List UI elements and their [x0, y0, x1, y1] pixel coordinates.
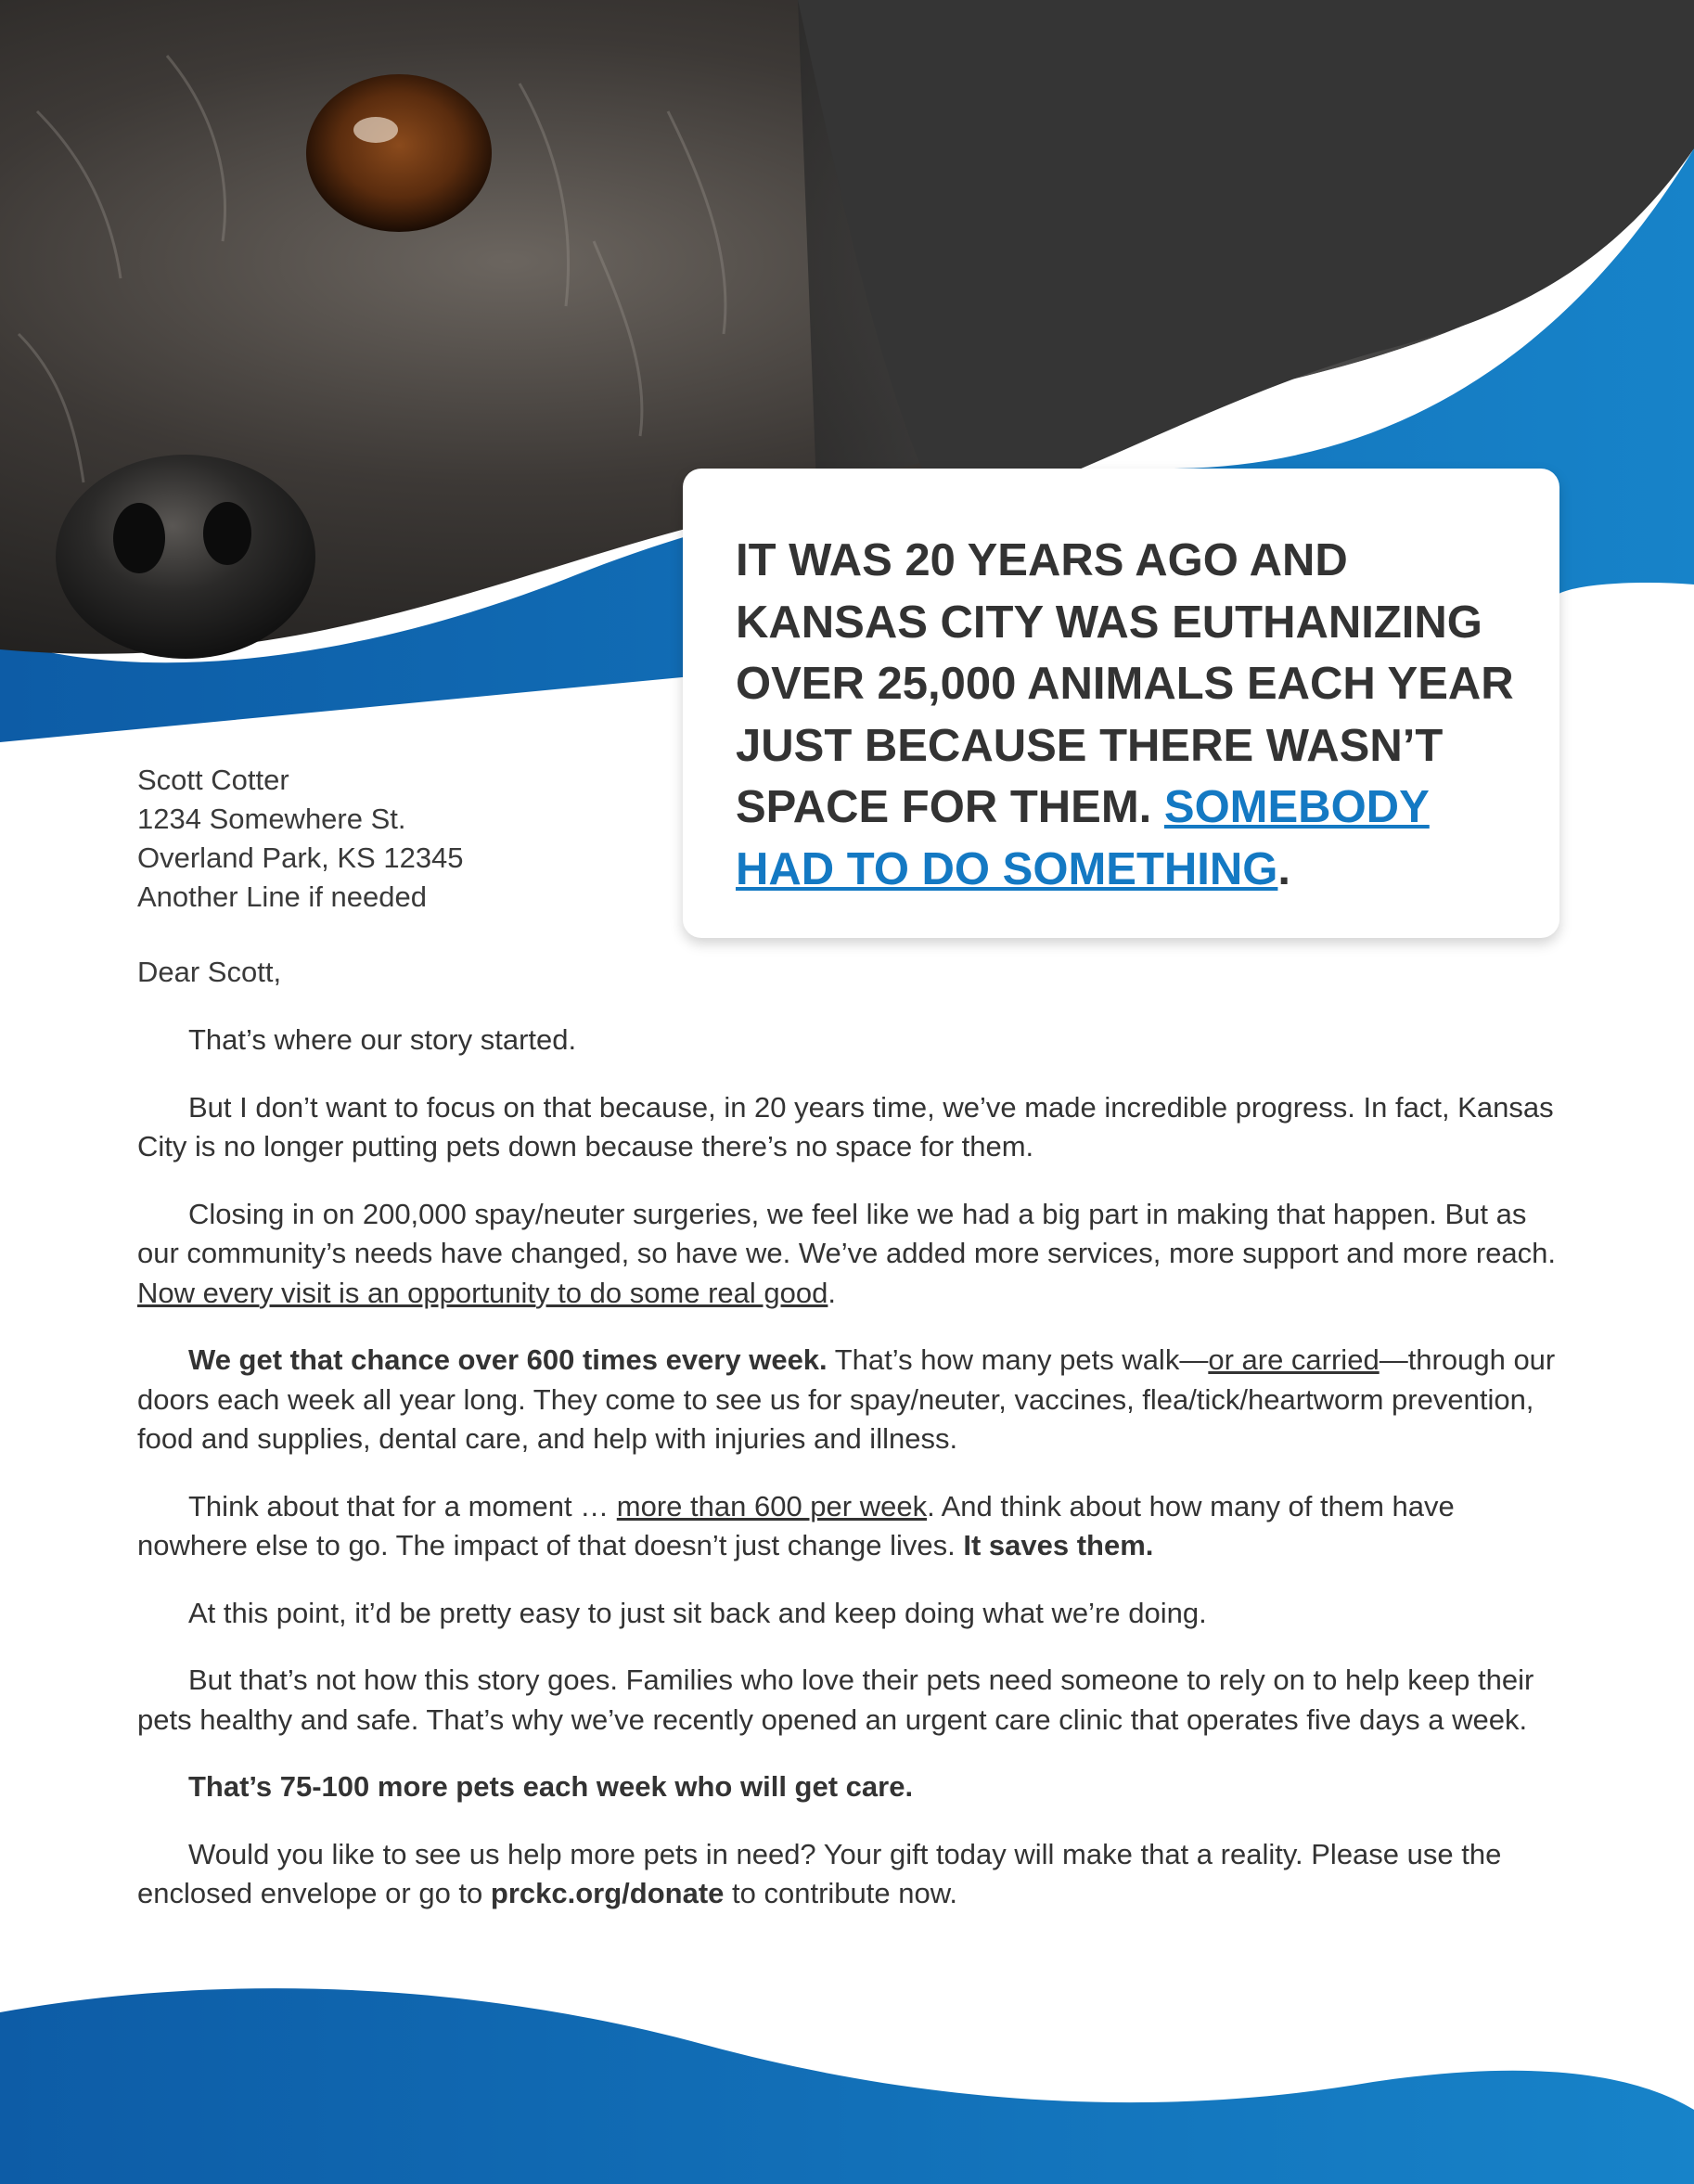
paragraph-4: [137, 1341, 1557, 1459]
paragraph-5-text-a: Think about that for a moment …: [188, 1489, 617, 1522]
paragraph-3-text: Closing in on 200,000 spay/neuter surgeries, we feel like we had a big part in making that happen. But as our community’s needs have changed, so have we. We’ve added more services, more support and more reach.: [137, 1197, 1556, 1269]
paragraph-9-text-b: to contribute now.: [724, 1877, 957, 1909]
donate-url: prckc.org/donate: [490, 1877, 725, 1909]
paragraph-4-text-a: That’s how many pets walk—: [827, 1343, 1209, 1376]
footer-wave: [0, 1971, 1694, 2184]
paragraph-5-bold: It saves them.: [963, 1529, 1154, 1561]
paragraph-6: At this point, it’d be pretty easy to just sit back and keep doing what we’re doing.: [188, 1596, 1207, 1629]
paragraph-2: But I don’t want to focus on that because, in 20 years time, we’ve made incredible progress. In fact, Kansas City is no longer putting pets down because there’s no space for them.: [137, 1090, 1554, 1163]
paragraph-8-bold: That’s 75-100 more pets each week who will get care.: [188, 1770, 914, 1803]
paragraph-5-text-b: . And think about how many of them have nowhere else to go. The impact of that doesn’t just change lives.: [137, 1489, 1455, 1561]
paragraph-7: But that’s not how this story goes. Families who love their pets need someone to rely on to help keep their pets healthy and safe. That’s why we’ve recently opened an urgent care clinic that operates five days a week.: [137, 1664, 1534, 1736]
recipient-name: Scott Cotter: [137, 764, 289, 796]
paragraph-4-text-b: —through our doors each week all year long. They come to see us for spay/neuter, vaccines, flea/tick/heartworm prevention, food and supplies, dental care, and help with injuries and illness.: [137, 1343, 1556, 1455]
recipient-city: Overland Park, KS 12345: [137, 841, 464, 874]
paragraph-9-text-a: Would you like to see us help more pets in need? Your gift today will make that a reality. Please use the enclosed envelope or go to: [137, 1837, 1502, 1909]
recipient-address: [137, 761, 464, 917]
headline-callout: [683, 469, 1559, 938]
dog-eye: [306, 74, 492, 232]
callout-link[interactable]: SOMEBODY HAD TO DO SOMETHING: [736, 782, 1430, 894]
letter-body: [137, 1021, 1557, 1942]
callout-headline-end: .: [1277, 843, 1291, 894]
paragraph-1: That’s where our story started.: [188, 1023, 577, 1056]
callout-headline: [736, 530, 1522, 900]
paragraph-5-underline: more than 600 per week: [616, 1489, 928, 1522]
dog-nose: [56, 455, 315, 659]
paragraph-3: [137, 1195, 1557, 1314]
recipient-street: 1234 Somewhere St.: [137, 803, 406, 835]
paragraph-3-end: .: [828, 1276, 837, 1309]
recipient-extra-line: Another Line if needed: [137, 880, 427, 913]
paragraph-5: [137, 1487, 1557, 1566]
callout-headline-text: IT WAS 20 YEARS AGO AND KANSAS CITY WAS EUTHANIZING OVER 25,000 ANIMALS EACH YEAR JUST BECAUSE THERE WASN’T SPACE FOR THEM.: [736, 535, 1514, 832]
salutation: Dear Scott,: [137, 956, 282, 988]
paragraph-4-underline: or are carried: [1208, 1343, 1380, 1376]
paragraph-3-underline: Now every visit is an opportunity to do some real good: [137, 1276, 828, 1309]
paragraph-9: [137, 1835, 1557, 1914]
paragraph-4-bold: We get that chance over 600 times every week.: [188, 1343, 828, 1376]
